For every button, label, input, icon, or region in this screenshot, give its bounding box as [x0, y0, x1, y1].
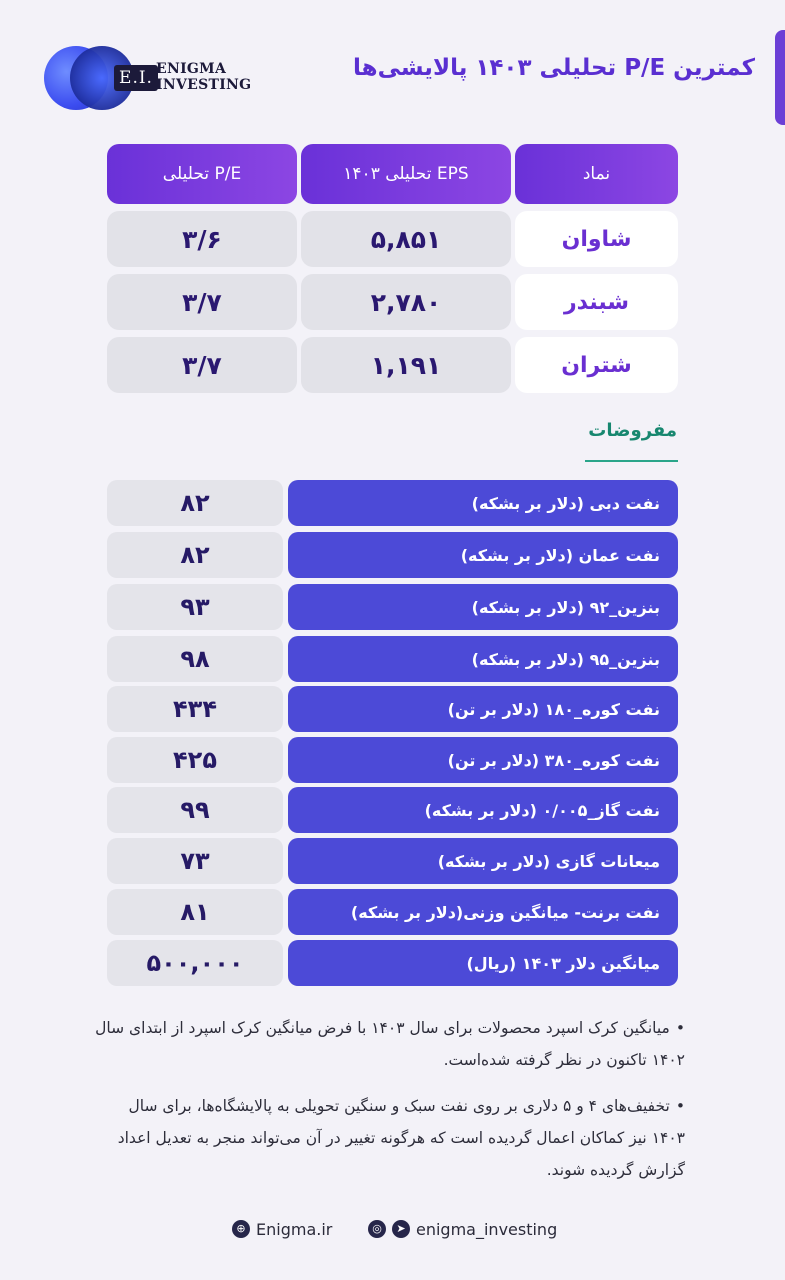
assumption-label: بنزین_۹۲ (دلار بر بشکه) [288, 584, 678, 630]
assumption-value: ۴۳۴ [107, 686, 283, 732]
row-eps: ۱,۱۹۱ [301, 337, 511, 393]
assumption-value: ۹۳ [107, 584, 283, 630]
footer-social[interactable] [368, 1215, 557, 1243]
note-text: تخفیف‌های ۴ و ۵ دلاری بر روی نفت سبک و سنگین تحویلی به پالایشگاه‌ها، برای سال ۱۴۰۳ نیز کماکان اعمال گردیده است که هرگونه تغییر در آن می‌تواند منجر به تعدیل اعداد گزارش گردیده شوند. [117, 1097, 685, 1179]
assumption-value: ۵۰۰,۰۰۰ [107, 940, 283, 986]
footer-website[interactable] [232, 1215, 332, 1243]
social-text: enigma_investing [416, 1219, 558, 1239]
row-eps: ۲,۷۸۰ [301, 274, 511, 330]
row-pe: ۳/۷ [107, 337, 297, 393]
assumption-label: میانگین دلار ۱۴۰۳ (ریال) [288, 940, 678, 986]
assumption-value: ۸۲ [107, 532, 283, 578]
bullet-icon: • [675, 1019, 685, 1037]
globe-icon: ⊕ [232, 1220, 250, 1238]
note-text: میانگین کرک اسپرد محصولات برای سال ۱۴۰۳ با فرض میانگین کرک اسپرد از ابتدای سال ۱۴۰۲ تاکنون در نظر گرفته شده‌است. [95, 1019, 685, 1069]
assumption-label: نفت برنت- میانگین وزنی(دلار بر بشکه) [288, 889, 678, 935]
assumption-label: نفت دبی (دلار بر بشکه) [288, 480, 678, 526]
instagram-icon: ◎ [368, 1220, 386, 1238]
bullet-icon: • [675, 1097, 685, 1115]
assumption-label: میعانات گازی (دلار بر بشکه) [288, 838, 678, 884]
logo-line2: INVESTING [156, 77, 252, 93]
logo-name [156, 61, 251, 93]
header-pe: P/E تحلیلی [107, 144, 297, 204]
assumptions-title: مفروضات [588, 420, 677, 441]
assumptions-underline [585, 460, 678, 462]
header-eps: EPS تحلیلی ۱۴۰۳ [301, 144, 511, 204]
note-item [95, 1012, 685, 1076]
row-symbol: شتران [515, 337, 678, 393]
note-item [95, 1090, 685, 1186]
assumption-label: نفت کوره_۳۸۰ (دلار بر تن) [288, 737, 678, 783]
assumption-value: ۴۲۵ [107, 737, 283, 783]
logo-line1: ENIGMA [156, 61, 227, 77]
logo-initials: E.I. [114, 65, 158, 91]
row-symbol: شبندر [515, 274, 678, 330]
row-pe: ۳/۷ [107, 274, 297, 330]
row-symbol: شاوان [515, 211, 678, 267]
assumption-label: نفت کوره_۱۸۰ (دلار بر تن) [288, 686, 678, 732]
assumption-value: ۸۱ [107, 889, 283, 935]
assumption-label: نفت گاز_۰/۰۰۵ (دلار بر بشکه) [288, 787, 678, 833]
assumption-label: بنزین_۹۵ (دلار بر بشکه) [288, 636, 678, 682]
website-text: Enigma.ir [256, 1219, 333, 1239]
telegram-icon: ➤ [392, 1220, 410, 1238]
assumption-value: ۹۹ [107, 787, 283, 833]
assumption-value: ۹۸ [107, 636, 283, 682]
row-pe: ۳/۶ [107, 211, 297, 267]
row-eps: ۵,۸۵۱ [301, 211, 511, 267]
assumption-value: ۸۲ [107, 480, 283, 526]
header-symbol: نماد [515, 144, 678, 204]
assumption-label: نفت عمان (دلار بر بشکه) [288, 532, 678, 578]
assumption-value: ۷۳ [107, 838, 283, 884]
edge-accent-bar [775, 30, 785, 125]
brand-logo [42, 43, 272, 113]
page-title: کمترین P/E تحلیلی ۱۴۰۳ پالایشی‌ها [353, 55, 755, 81]
